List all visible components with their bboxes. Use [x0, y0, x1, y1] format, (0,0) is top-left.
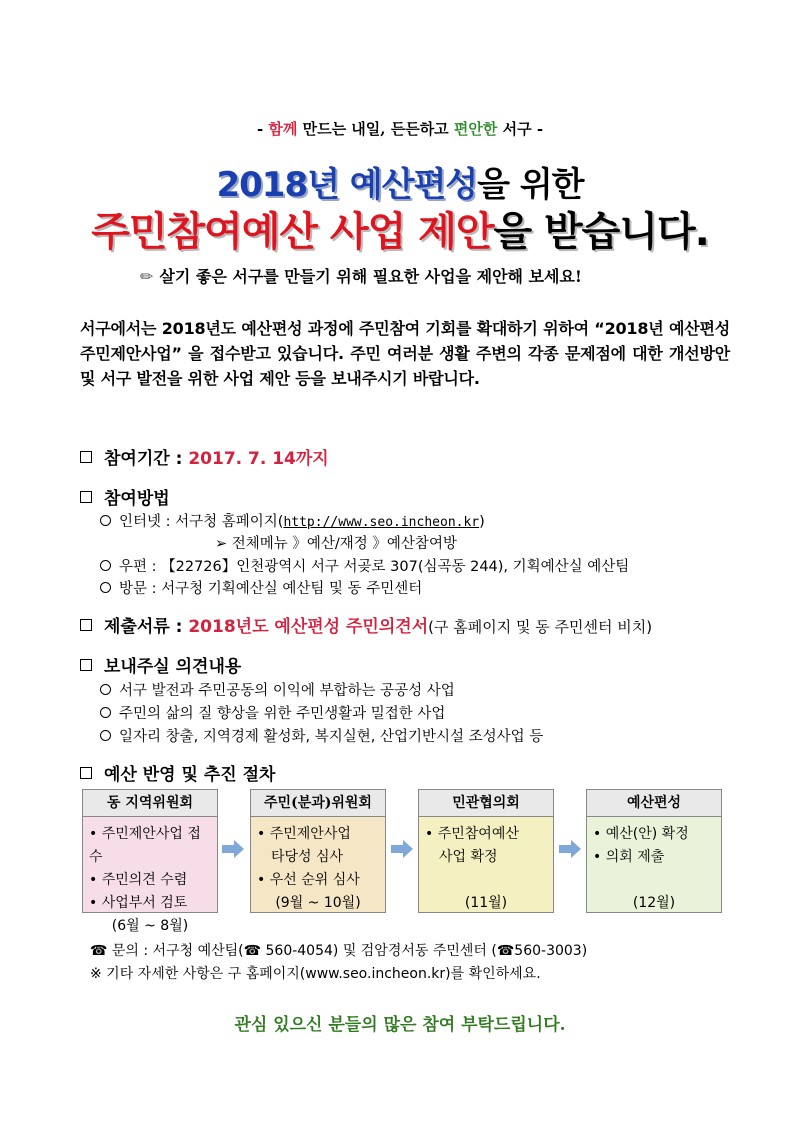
internet-end: ) [479, 514, 485, 530]
process-step-line: 사업 확정 [439, 849, 498, 865]
method-menu-path: ➢ 전체메뉴 》예산/재정 》예산참여방 [215, 536, 457, 552]
docs-value: 2018년도 예산편성 주민의견서 [188, 617, 429, 637]
section-period [80, 444, 329, 469]
slogan-end: 서구 - [497, 120, 544, 138]
method-mail [100, 555, 629, 576]
period-value: 2017. 7. 14까지 [188, 449, 329, 469]
process-step-title: 예산편성 [587, 790, 721, 817]
method-visit [100, 577, 422, 598]
process-step-title: 주민(분과)위원회 [251, 790, 385, 817]
process-step-line: • 주민제안사업 접수 [89, 823, 211, 869]
title-main: 주민참여예산 사업 제안 [91, 209, 494, 255]
process-step-line: • 우선 순위 심사 [257, 869, 379, 892]
process-step-line: • 주민의견 수렴 [89, 869, 211, 892]
content-label: 보내주실 의견내용 [104, 657, 242, 677]
section-docs [80, 612, 652, 637]
process-step-period: (6월 ~ 8월) [111, 918, 189, 934]
circle-bullet-icon [100, 560, 111, 571]
title-year: 2018년 예산편성 [216, 165, 478, 205]
content-item [100, 725, 543, 746]
subtitle [140, 264, 582, 287]
process-step-title: 민관협의회 [419, 790, 553, 817]
method-label: 참여방법 [104, 489, 170, 509]
slogan [0, 118, 800, 139]
title-main-rest: 을 받습니다. [493, 209, 709, 255]
checkbox-square-icon [80, 619, 92, 631]
circle-bullet-icon [100, 730, 111, 741]
circle-bullet-icon [100, 684, 111, 695]
right-arrow-icon [391, 840, 413, 858]
circle-bullet-icon [100, 582, 111, 593]
section-method [80, 484, 170, 509]
process-step-line: • 사업부서 검토 [89, 892, 211, 915]
content-item [100, 679, 455, 700]
right-arrow-icon [559, 840, 581, 858]
slogan-dash: - [256, 120, 269, 138]
slogan-mid: 만드는 내일, 든든하고 [297, 120, 454, 138]
process-step-3 [418, 789, 554, 913]
process-step-period: (12월) [632, 895, 676, 911]
section-content [80, 652, 241, 677]
process-step-line: • 의회 제출 [593, 846, 715, 869]
subtitle-text: 살기 좋은 서구를 만들기 위해 필요한 사업을 제안해 보세요! [159, 267, 582, 286]
checkbox-square-icon [80, 767, 92, 779]
title-rest: 을 위한 [477, 165, 584, 205]
pencil-icon: ✏ [140, 267, 154, 286]
process-step-line: • 주민제안사업 [257, 823, 379, 846]
checkbox-square-icon [80, 451, 92, 463]
process-step-line: 타당성 심사 [271, 849, 344, 865]
visit-text: 방문 : 서구청 기획예산실 예산팀 및 동 주민센터 [119, 581, 423, 597]
content-item [100, 702, 445, 723]
process-step-title: 동 지역위원회 [83, 790, 217, 817]
slogan-red: 함께 [268, 120, 298, 138]
content-item-text: 서구 발전과 주민공동의 이익에 부합하는 공공성 사업 [119, 683, 455, 699]
method-internet [100, 510, 485, 531]
section-process [80, 760, 275, 785]
intro-paragraph: 서구에서는 2018년도 예산편성 과정에 주민참여 기회를 확대하기 위하여 “2018년 예산편성 주민제안사업” 을 접수받고 있습니다. 주민 여러분 생활 주변의 각종 문제점에 대한 개선방안 및 서구 발전을 위한 사업 제안 등을 보내주시기 바랍니다. [80, 319, 730, 388]
title-line-2 [0, 200, 800, 257]
circle-bullet-icon [100, 515, 111, 526]
right-arrow-icon [222, 840, 244, 858]
docs-label: 제출서류 : [104, 617, 183, 637]
content-item-text: 일자리 창출, 지역경제 활성화, 복지실현, 산업기반시설 조성사업 등 [119, 729, 544, 745]
contact-note: ※ 기타 자세한 사항은 구 홈페이지(www.seo.incheon.kr)를 확인하세요. [90, 966, 541, 982]
checkbox-square-icon [80, 491, 92, 503]
contact-inquiry: ☎ 문의 : 서구청 예산팀(☎ 560-4054) 및 검암경서동 주민센터 (☎560-3003) [90, 943, 588, 959]
process-step-2 [250, 789, 386, 913]
process-step-period: (11월) [464, 895, 508, 911]
period-label: 참여기간 : [104, 449, 183, 469]
process-step-line: • 주민참여예산 [425, 823, 547, 846]
slogan-green: 편안한 [453, 120, 498, 138]
title-line-1 [0, 157, 800, 206]
internet-text: 인터넷 : 서구청 홈페이지( [119, 514, 284, 530]
process-step-1 [82, 789, 218, 934]
content-item-text: 주민의 삶의 질 향상을 위한 주민생활과 밀접한 사업 [119, 706, 446, 722]
mail-text: 우편 : 【22726】인천광역시 서구 서곶로 307(심곡동 244), 기획예산실 예산팀 [119, 559, 630, 575]
process-step-4 [586, 789, 722, 913]
checkbox-square-icon [80, 659, 92, 671]
docs-note: (구 홈페이지 및 동 주민센터 비치) [428, 618, 653, 636]
homepage-link[interactable]: http://www.seo.incheon.kr [283, 515, 480, 530]
process-label: 예산 반영 및 추진 절차 [104, 765, 276, 785]
circle-bullet-icon [100, 707, 111, 718]
closing-message: 관심 있으신 분들의 많은 참여 부탁드립니다. [234, 1015, 566, 1035]
process-step-line: • 예산(안) 확정 [593, 823, 715, 846]
process-step-period: (9월 ~ 10월) [275, 895, 361, 911]
